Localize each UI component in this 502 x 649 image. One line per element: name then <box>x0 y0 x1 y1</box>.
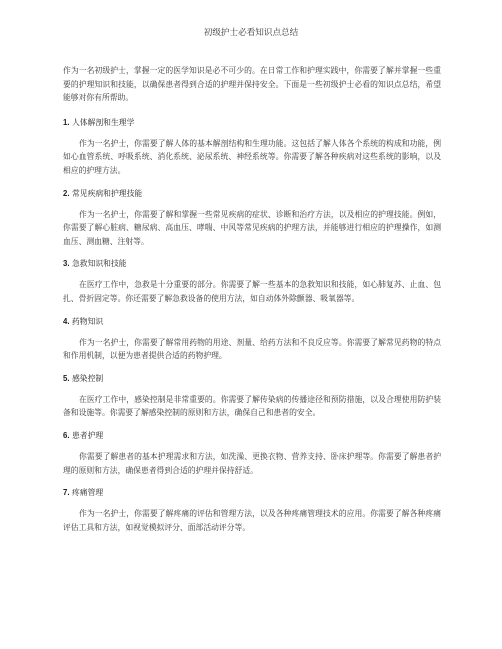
section-number: 1. <box>63 117 70 127</box>
section-title: 疼痛管理 <box>72 488 104 498</box>
section-number: 3. <box>63 259 70 269</box>
section-number: 7. <box>63 488 70 498</box>
section-heading <box>63 373 441 385</box>
section-body: 在医疗工作中，急救是十分重要的部分。你需要了解一些基本的急救知识和技能，如心肺复苏、止血、包扎、骨折固定等。你还需要了解急救设备的使用方法，如自动体外除颤器、吸氧器等。 <box>63 280 441 303</box>
section-title: 常见疾病和护理技能 <box>72 188 143 198</box>
section-6 <box>63 430 441 477</box>
section-1 <box>63 117 441 178</box>
section-title: 药物知识 <box>72 316 104 326</box>
document-body <box>63 64 441 534</box>
section-title: 感染控制 <box>72 373 104 383</box>
section-title: 急救知识和技能 <box>72 259 127 269</box>
section-title: 患者护理 <box>72 430 104 440</box>
section-heading <box>63 487 441 499</box>
section-body: 在医疗工作中，感染控制是非常重要的。你需要了解传染病的传播途径和预防措施，以及合理使用防护装备和设施等。你需要了解感染控制的原则和方法，确保自己和患者的安全。 <box>63 394 441 418</box>
section-5 <box>63 373 441 420</box>
section-7 <box>63 487 441 534</box>
section-4 <box>63 316 441 363</box>
section-heading <box>63 430 441 442</box>
intro-paragraph: 作为一名初级护士，掌握一定的医学知识是必不可少的。在日常工作和护理实践中，你需要了解并掌握一些重要的护理知识和技能，以确保患者得到合适的护理并保持安全。下面是一些初级护士必看的知识点总结，希望能够对你有所帮助。 <box>63 66 441 103</box>
section-heading <box>63 117 441 129</box>
section-body: 作为一名护士，你需要了解常用药物的用途、剂量、给药方法和不良反应等。你需要了解常见药物的特点和作用机制，以便为患者提供合适的药物护理。 <box>63 337 441 361</box>
section-number: 6. <box>63 430 70 440</box>
section-body: 作为一名护士，你需要了解人体的基本解剖结构和生理功能。这包括了解人体各个系统的构成和功能，例如心血管系统、呼吸系统、消化系统、泌尿系统、神经系统等。你需要了解各种疾病对这些系统的影响，以及相应的护理方法。 <box>63 138 441 175</box>
section-number: 4. <box>63 316 70 326</box>
section-body: 作为一名护士，你需要了解疼痛的评估和管理方法，以及各种疼痛管理技术的应用。你需要了解各种疼痛评估工具和方法，如视觉模拟评分、面部活动评分等。 <box>63 509 441 532</box>
section-heading <box>63 258 441 270</box>
document-title: 初级护士必看知识点总结 <box>203 28 299 38</box>
section-title: 人体解剖和生理学 <box>72 117 135 127</box>
section-heading <box>63 188 441 200</box>
section-2 <box>63 188 441 249</box>
section-number: 2. <box>63 188 70 198</box>
section-heading <box>63 316 441 328</box>
section-body: 你需要了解患者的基本护理需求和方法，如洗澡、更换衣物、营养支持、卧床护理等。你需要了解患者护理的原则和方法，确保患者得到合适的护理并保持舒适。 <box>63 451 441 475</box>
section-number: 5. <box>63 373 70 383</box>
section-body: 作为一名护士，你需要了解和掌握一些常见疾病的症状、诊断和治疗方法，以及相应的护理技能。例如，你需要了解心脏病、糖尿病、高血压、哮喘、中风等常见疾病的护理方法，并能够进行相应的护理操作，如测血压、测血糖、注射等。 <box>63 209 441 246</box>
section-3 <box>63 258 441 305</box>
